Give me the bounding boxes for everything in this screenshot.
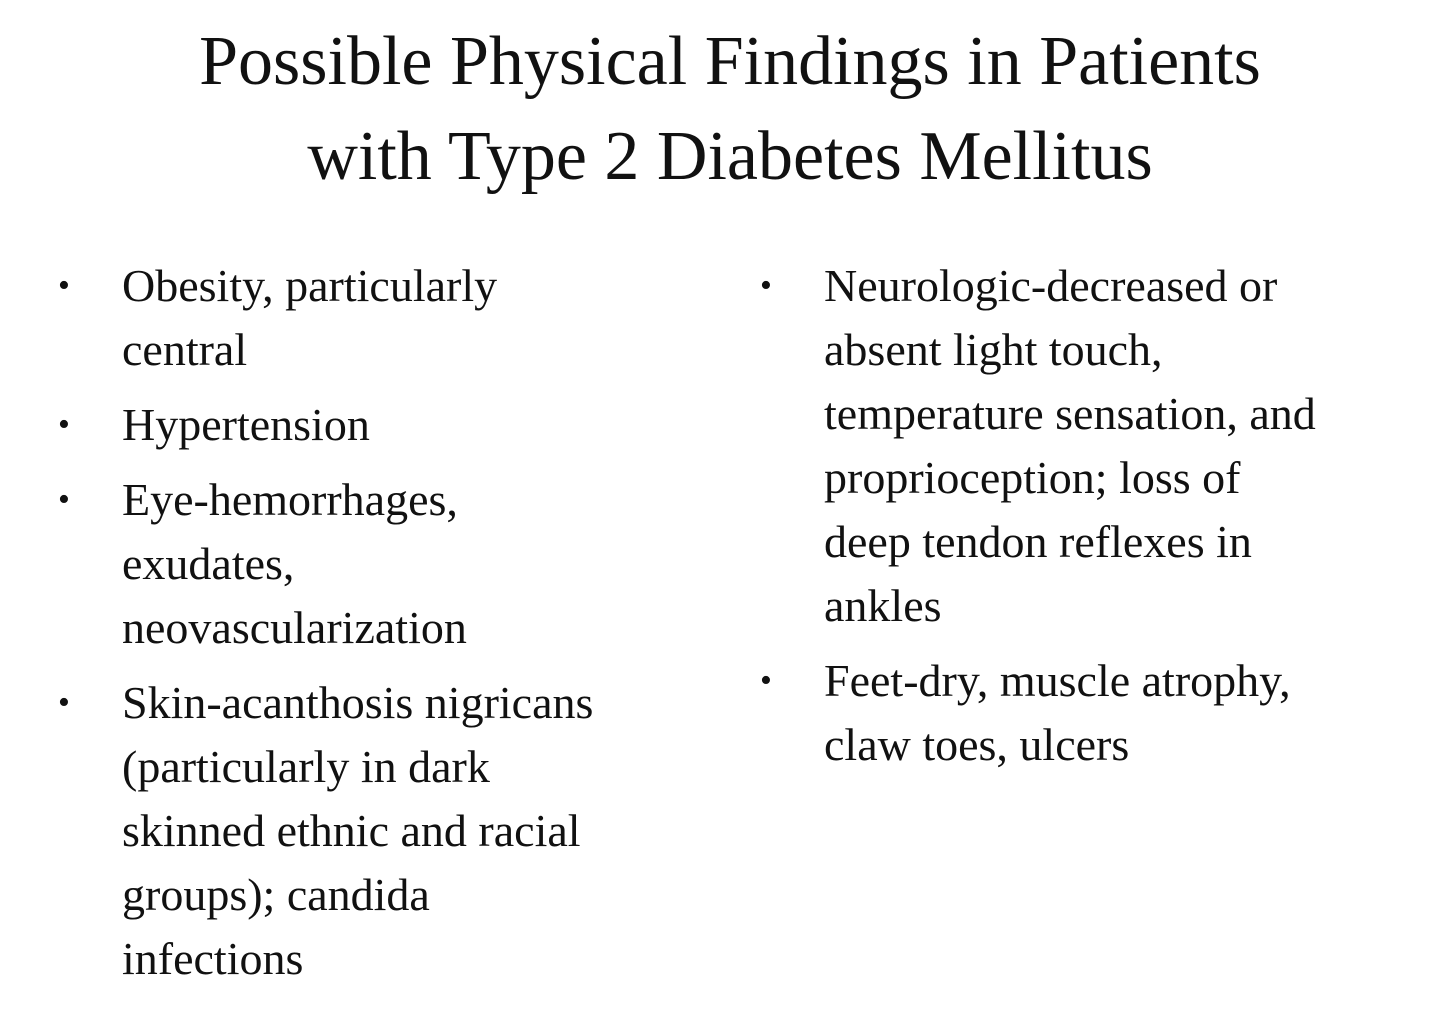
bullet-text-line: temperature sensation, and [824,388,1316,439]
bullet-text-line: Hypertension [122,399,370,450]
bullet-item [760,649,1430,777]
bullet-text-line: proprioception; loss of [824,452,1241,503]
bullet-text-line: Eye-hemorrhages, [122,474,458,525]
bullet-text-line: infections [122,933,304,984]
bullet-text-line: neovascularization [122,602,467,653]
bullet-text-line: exudates, [122,538,295,589]
bullet-item [58,671,698,991]
bullet-icon: • [58,684,70,721]
left-bullet-list [58,254,698,1002]
bullet-text-line: deep tendon reflexes in [824,516,1252,567]
bullet-icon: • [58,406,70,443]
bullet-text-line: Neurologic-decreased or [824,260,1278,311]
bullet-icon: • [760,662,772,699]
title-line-2: with Type 2 Diabetes Mellitus [307,118,1153,195]
bullet-text-line: claw toes, ulcers [824,719,1130,770]
bullet-item [58,254,698,382]
bullet-text-line: Feet-dry, muscle atrophy, [824,655,1291,706]
bullet-icon: • [58,481,70,518]
bullet-icon: • [58,267,70,304]
slide-title [0,14,1440,204]
bullet-text-line: groups); candida [122,869,430,920]
bullet-text-line: skinned ethnic and racial [122,805,581,856]
bullet-item [58,468,698,660]
bullet-icon: • [760,267,772,304]
bullet-text-line: Obesity, particularly [122,260,498,311]
right-bullet-list [760,254,1430,788]
bullet-text-line: (particularly in dark [122,741,490,792]
bullet-text-line: absent light touch, [824,324,1163,375]
title-line-1: Possible Physical Findings in Patients [199,23,1261,100]
bullet-text-line: central [122,324,248,375]
bullet-text-line: Skin-acanthosis nigricans [122,677,594,728]
bullet-text-line: ankles [824,580,942,631]
bullet-item [760,254,1430,638]
bullet-item [58,393,698,457]
